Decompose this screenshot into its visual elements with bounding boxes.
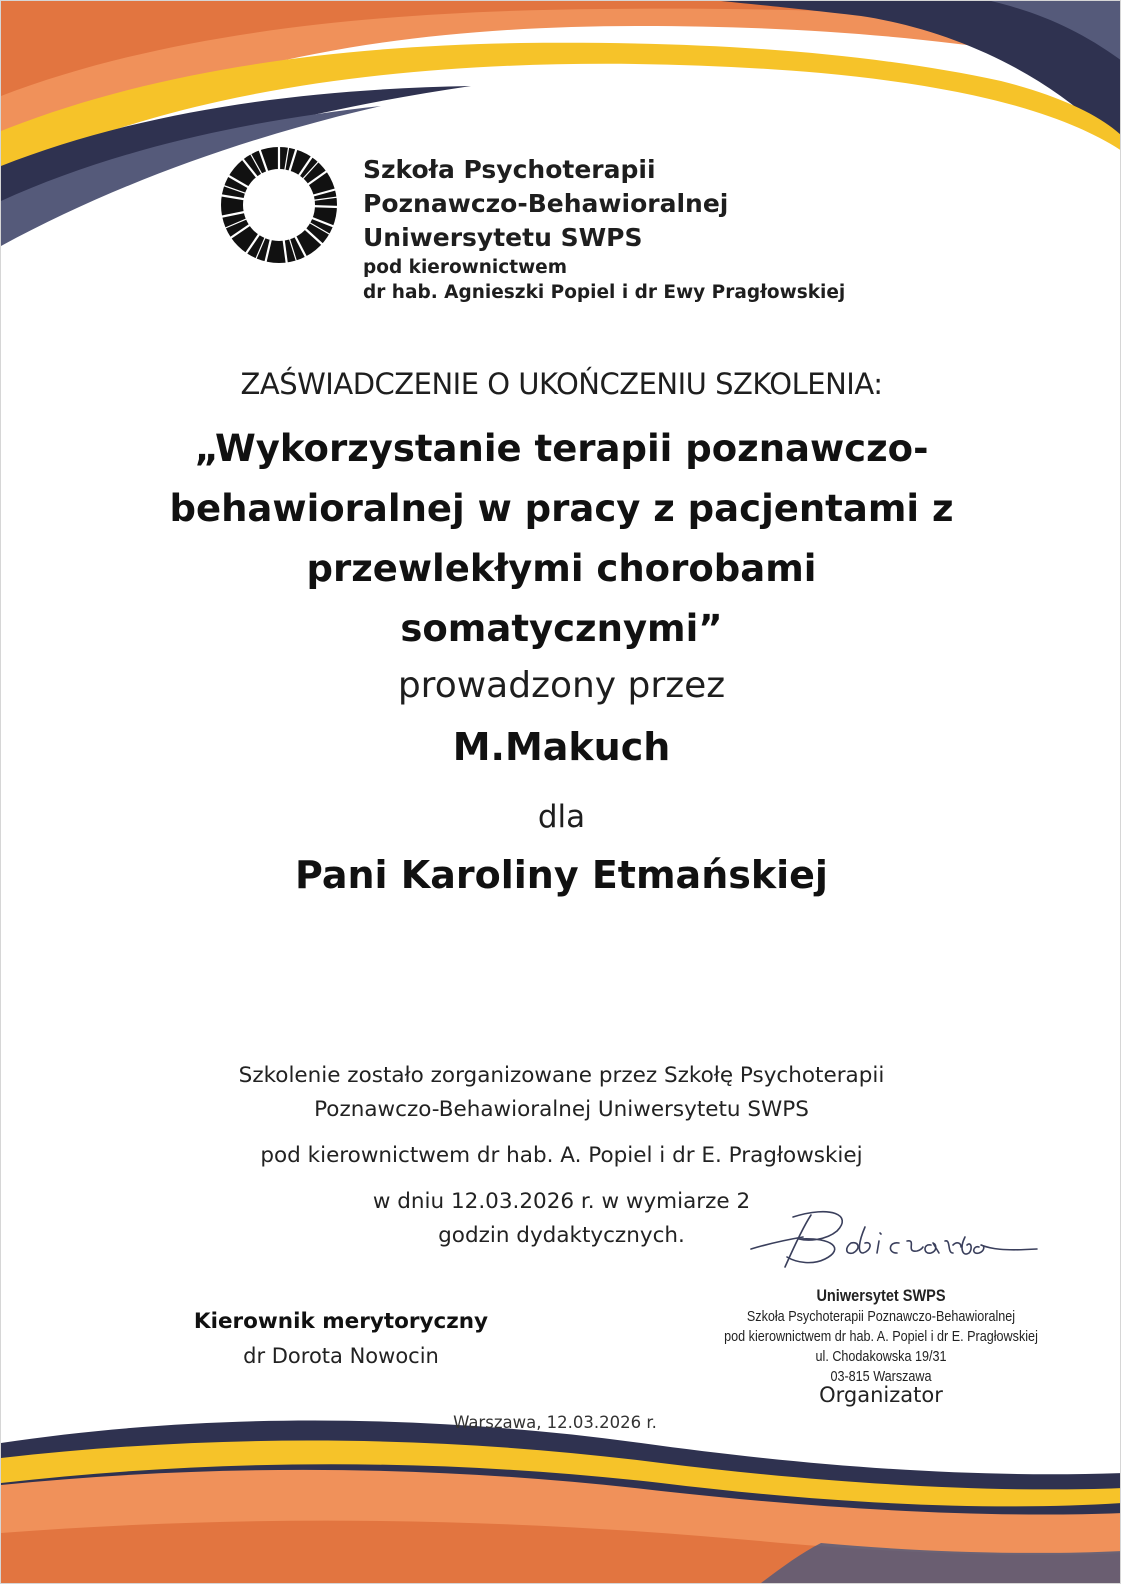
management-line: pod kierownictwem dr hab. A. Popiel i dr E. Pragłowskiej [260, 1143, 863, 1168]
organization-line: Szkolenie zostało zorganizowane przez Szkołę Psychoterapii [238, 1063, 885, 1088]
stamp-title: Uniwersytet SWPS [816, 1287, 946, 1305]
swps-sunburst-logo-icon [219, 145, 339, 265]
institution-line-3: Uniwersytetu SWPS [363, 223, 643, 252]
stamp-line: pod kierownictwem dr hab. A. Popiel i dr E. Pragłowskiej [724, 1328, 1038, 1345]
stamp-line: Szkoła Psychoterapii Poznawczo-Behawioralnej [746, 1308, 1016, 1325]
stamp-line: 03-815 Warszawa [830, 1368, 932, 1385]
led-by-label: prowadzony przez [397, 665, 726, 706]
institution-line-1: Szkoła Psychoterapii [363, 155, 656, 184]
date-line: w dniu 12.03.2026 r. w wymiarze 2 [372, 1189, 751, 1214]
course-title-line: przewlekłymi chorobami [306, 547, 817, 590]
organization-line: Poznawczo-Behawioralnej Uniwersytetu SWPS [314, 1097, 809, 1122]
organizer-label: Organizator [819, 1383, 943, 1407]
institution-line-2: Poznawczo-Behawioralnej [363, 189, 729, 218]
institution-name [363, 153, 845, 305]
organizer-stamp [691, 1285, 1071, 1387]
trainer-name: M.Makuch [452, 725, 671, 769]
academic-director [151, 1305, 531, 1373]
recipient-name: Pani Karoliny Etmańskiej [295, 853, 828, 897]
academic-director-title: Kierownik merytoryczny [193, 1309, 489, 1334]
course-title-line: behawioralnej w pracy z pacjentami z [169, 487, 954, 530]
certificate-heading: ZAŚWIADCZENIE O UKOŃCZENIU SZKOLENIA: [240, 367, 883, 401]
stamp-line: ul. Chodakowska 19/31 [815, 1348, 947, 1365]
handwritten-signature [741, 1197, 1041, 1277]
course-title-line: „Wykorzystanie terapii poznawczo- [194, 427, 929, 470]
leadership-line-1: pod kierownictwem [363, 257, 567, 278]
course-title [1, 419, 1121, 659]
hours-line: godzin dydaktycznych. [438, 1223, 685, 1248]
place-and-date: Warszawa, 12.03.2026 r. [453, 1413, 657, 1432]
leadership-line-2: dr hab. Agnieszki Popiel i dr Ewy Pragłowskiej [363, 282, 846, 303]
for-label: dla [537, 799, 586, 835]
course-title-line: somatycznymi” [400, 607, 723, 650]
academic-director-name: dr Dorota Nowocin [243, 1344, 439, 1368]
